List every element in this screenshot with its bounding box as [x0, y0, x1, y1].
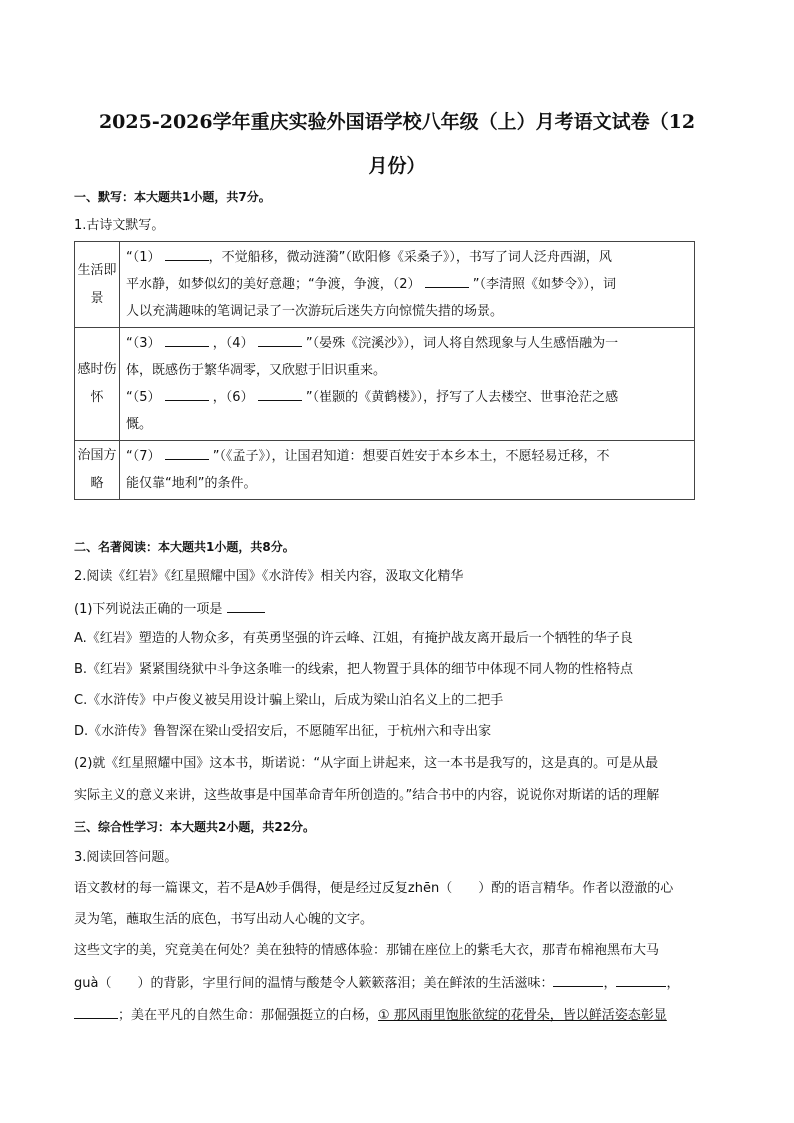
content-line — [126, 244, 688, 271]
answer-blank-1[interactable] — [165, 247, 209, 261]
text: ，（4） — [212, 336, 254, 351]
text: ；美在平凡的自然生命：那倔强挺立的白杨， — [118, 1008, 379, 1023]
text: 平水静，如梦似幻的美好意趣；“争渡，争渡，（2） — [126, 277, 421, 292]
answer-blank-3[interactable] — [165, 333, 209, 347]
content-line — [126, 271, 688, 298]
question-2: 2.阅读《红岩》《红星照耀中国》《水浒传》相关内容，汲取文化精华 — [74, 569, 464, 584]
answer-blank-7[interactable] — [165, 446, 209, 460]
table-row — [75, 441, 695, 500]
content-line — [126, 443, 688, 470]
row-content-life — [120, 242, 695, 328]
underlined-sentence-1: ① 那风雨里饱胀欲绽的花骨朵，皆以鲜活姿态彰显 — [378, 1008, 667, 1023]
passage-line-5 — [74, 1005, 667, 1025]
text: ”（《孟子》），让国君知道：想要百姓安于本乡本土，不愿轻易迁移，不 — [212, 449, 610, 464]
text: ，（6） — [212, 390, 254, 405]
option-b[interactable]: B.《红岩》紧紧围绕狱中斗争这条唯一的线索，把人物置于具体的细节中体现不同人物的性格特点 — [74, 662, 634, 677]
option-a[interactable]: A.《红岩》塑造的人物众多，有英勇坚强的许云峰、江姐，有掩护战友离开最后一个牺牲的华子良 — [74, 631, 633, 646]
content-line: 人以充满趣味的笔调记录了一次游玩后迷失方向惊慌失措的场景。 — [126, 304, 504, 319]
text: “（7） — [126, 449, 161, 464]
title-line-2: 月份） — [368, 155, 426, 177]
content-line: 体，既感伤于繁华凋零，又欣慰于旧识重来。 — [126, 363, 387, 378]
row-content-feeling — [120, 328, 695, 441]
label-part: 感时伤 — [77, 362, 117, 377]
row-content-governance — [120, 441, 695, 500]
passage-line-2: 灵为笔，蘸取生活的底色，书写出动人心魄的文字。 — [74, 912, 374, 927]
section-1-heading: 一、默写：本大题共1小题，共7分。 — [74, 190, 271, 204]
question-2-1 — [74, 599, 265, 619]
content-line: 能仅靠“地利”的条件。 — [126, 476, 257, 491]
label-part: 治国方 — [77, 448, 117, 463]
label-part: 景 — [90, 290, 104, 306]
text: “（1） — [126, 250, 161, 265]
text: “（5） — [126, 390, 161, 405]
option-c[interactable]: C.《水浒传》中卢俊义被吴用设计骗上梁山，后成为梁山泊名义上的二把手 — [74, 693, 504, 708]
answer-blank-5[interactable] — [165, 387, 209, 401]
question-3: 3.阅读回答问题。 — [74, 850, 178, 865]
table-row — [75, 242, 695, 328]
content-line — [126, 330, 688, 357]
label-part: 略 — [90, 476, 104, 491]
text: guà（ ）的背影，字里行间的温情与酸楚令人簌簌落泪；美在鲜浓的生活滋味： — [74, 976, 554, 991]
row-label-feeling — [75, 328, 120, 441]
label-part: 怀 — [90, 390, 104, 405]
passage-line-1: 语文教材的每一篇课文，若不是A妙手偶得，便是经过反复zhēn（ ）酌的语言精华。作者以澄澈的心 — [74, 881, 674, 896]
answer-blank-taste-3[interactable] — [74, 1005, 118, 1019]
table-row — [75, 328, 695, 441]
poetry-table — [74, 241, 695, 500]
section-2-heading: 二、名著阅读：本大题共1小题，共8分。 — [74, 540, 295, 554]
exam-title — [60, 100, 734, 188]
passage-line-3: 这些文字的美，究竟美在何处？美在独特的情感体验：那铺在座位上的紫毛大衣，那青布棉袍黑布大马 — [74, 943, 660, 958]
answer-blank-taste-2[interactable] — [616, 973, 666, 987]
text: “（3） — [126, 336, 161, 351]
text: ， — [603, 976, 617, 991]
row-label-life — [75, 242, 120, 328]
text: ”（晏殊《浣溪沙》），词人将自然现象与人生感悟融为一 — [305, 336, 619, 351]
answer-blank-4[interactable] — [258, 333, 302, 347]
text: ”（李清照《如梦令》），词 — [472, 277, 617, 292]
answer-blank-6[interactable] — [258, 387, 302, 401]
text: ”（崔颢的《黄鹤楼》），抒写了人去楼空、世事沧茫之感 — [305, 390, 619, 405]
content-line — [126, 384, 688, 411]
text: ， — [666, 976, 680, 991]
row-label-governance — [75, 441, 120, 500]
question-1: 1.古诗文默写。 — [74, 218, 165, 233]
title-line-1: 2025-2026学年重庆实验外国语学校八年级（上）月考语文试卷（12 — [98, 111, 696, 133]
section-3-heading: 三、综合性学习：本大题共2小题，共22分。 — [74, 820, 316, 834]
answer-blank-q2-1[interactable] — [227, 599, 265, 613]
answer-blank-taste-1[interactable] — [553, 973, 603, 987]
option-d[interactable]: D.《水浒传》鲁智深在梁山受招安后，不愿随军出征，于杭州六和寺出家 — [74, 724, 492, 739]
question-2-2-line-1: (2)就《红星照耀中国》这本书，斯诺说：“从字面上讲起来，这一本书是我写的，这是真的。可是从最 — [74, 756, 659, 771]
content-line: 慨。 — [126, 417, 153, 432]
question-2-2-line-2: 实际主义的意义来讲，这些故事是中国革命青年所创造的。”结合书中的内容，说说你对斯诺的话的理解 — [74, 788, 660, 803]
text: ，不觉船移，微动涟漪”（欧阳修《采桑子》），书写了词人泛舟西湖，风 — [208, 250, 612, 265]
answer-blank-2[interactable] — [425, 274, 469, 288]
text: (1)下列说法正确的一项是 — [74, 602, 223, 617]
label-part: 生活即 — [77, 262, 117, 278]
passage-line-4 — [74, 973, 680, 993]
